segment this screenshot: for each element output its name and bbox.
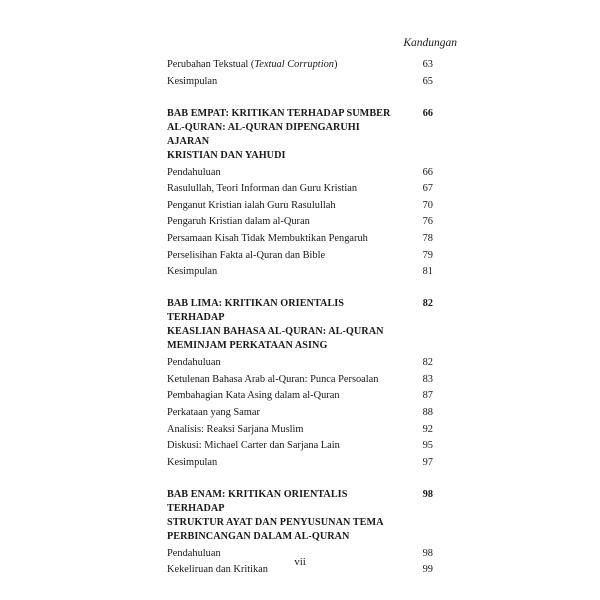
- toc-entry: [167, 406, 433, 420]
- toc-entry-title: [167, 233, 368, 244]
- running-header: Kandungan: [403, 37, 457, 49]
- chapter-title-line: BAB EMPAT: KRITIKAN TERHADAP SUMBER: [167, 107, 391, 119]
- toc-entry: [167, 456, 433, 470]
- toc-entry-title: [167, 440, 340, 451]
- chapter-title-line: BAB ENAM: KRITIKAN ORIENTALIS TERHADAP: [167, 488, 348, 514]
- toc-page-number: 98: [422, 488, 433, 500]
- toc-page-number: 82: [422, 357, 433, 369]
- toc-page-number: 63: [422, 59, 433, 70]
- toc-entry-title: [167, 390, 340, 401]
- toc-entry: [167, 439, 433, 453]
- toc-page-number: 66: [422, 166, 433, 178]
- chapter-title-line: MEMINJAM PERKATAAN ASING: [167, 340, 328, 352]
- entry-text: Pendahuluan: [167, 357, 221, 369]
- entry-text: Diskusi: Michael Carter dan Sarjana Lain: [167, 440, 340, 452]
- entry-text: Kesimpulan: [167, 266, 218, 278]
- page-number: vii: [294, 556, 306, 568]
- toc-chapter-heading: [167, 297, 433, 353]
- entry-text: Ketulenan Bahasa Arab al-Quran: Punca Persoalan: [167, 373, 379, 385]
- toc-entry: [167, 166, 433, 180]
- toc-page-number: 82: [422, 298, 433, 310]
- entry-text: Pengaruh Kristian dalam al-Quran: [167, 216, 310, 228]
- entry-text: Persamaan Kisah Tidak Membuktikan Pengaruh: [167, 232, 368, 244]
- toc-page-number: 70: [422, 199, 433, 211]
- toc-page-number: 99: [422, 564, 433, 576]
- toc-entry-title: [167, 76, 217, 87]
- toc-entry-title: [167, 424, 304, 435]
- chapter-title-line: AL-QURAN: AL-QURAN DIPENGARUHI AJARAN: [167, 121, 360, 147]
- toc-chapter-heading: [167, 488, 433, 544]
- toc-page-number: 76: [422, 216, 433, 228]
- italic-term: Textual Corruption: [254, 59, 334, 70]
- toc-page-number: 78: [422, 232, 433, 244]
- toc-entry: [167, 249, 433, 263]
- chapter-title: [167, 297, 399, 353]
- toc-entry: [167, 265, 433, 279]
- toc-entry: [167, 423, 433, 437]
- toc-page-number: 79: [422, 249, 433, 261]
- toc-page-number: 81: [422, 266, 433, 278]
- toc-page-number: 92: [422, 423, 433, 435]
- toc-entry: [167, 215, 433, 229]
- entry-text: Perkataan yang Samar: [167, 406, 260, 418]
- entry-text: Perubahan Tekstual (: [167, 59, 255, 70]
- toc-page-number: 65: [422, 75, 433, 87]
- entry-text: Analisis: Reaksi Sarjana Muslim: [167, 423, 304, 435]
- toc-page-number: 66: [422, 107, 433, 119]
- toc-entry: [167, 182, 433, 196]
- entry-text: Kesimpulan: [167, 456, 218, 468]
- toc-entry-title: [167, 457, 217, 468]
- entry-text: Penganut Kristian ialah Guru Rasulullah: [167, 199, 336, 211]
- chapter-title-line: STRUKTUR AYAT DAN PENYUSUNAN TEMA: [167, 516, 384, 528]
- toc-page-number: 98: [422, 547, 433, 559]
- entry-text: Perselisihan Fakta al-Quran dan Bible: [167, 249, 326, 261]
- entry-text: Pendahuluan: [167, 166, 221, 178]
- toc-page-number: 83: [422, 373, 433, 385]
- table-of-contents: [167, 58, 433, 580]
- entry-text: Pendahuluan: [167, 547, 221, 559]
- toc-chapter-heading: [167, 107, 433, 163]
- entry-text: Kekeliruan dan Kritikan: [167, 564, 268, 576]
- toc-entry-title: [167, 374, 379, 385]
- chapter-title: [167, 488, 399, 544]
- toc-entry-title: [167, 59, 337, 70]
- toc-entry-title: [167, 167, 221, 178]
- chapter-title-line: KEASLIAN BAHASA AL-QURAN: AL-QURAN: [167, 326, 384, 338]
- entry-text: Pembahagian Kata Asing dalam al-Quran: [167, 390, 340, 402]
- entry-text: ): [333, 59, 338, 70]
- toc-entry: [167, 373, 433, 387]
- toc-entry-title: [167, 266, 217, 277]
- chapter-title-line: PERBINCANGAN DALAM AL-QURAN: [167, 530, 350, 542]
- toc-entry: [167, 232, 433, 246]
- toc-entry: [167, 389, 433, 403]
- toc-page-number: 97: [422, 456, 433, 468]
- toc-entry: [167, 356, 433, 370]
- toc-page-number: 95: [422, 440, 433, 452]
- toc-page-number: 87: [422, 390, 433, 402]
- toc-page-number: 88: [422, 406, 433, 418]
- toc-entry: [167, 199, 433, 213]
- chapter-title-line: BAB LIMA: KRITIKAN ORIENTALIS TERHADAP: [167, 298, 345, 324]
- entry-text: Kesimpulan: [167, 75, 218, 87]
- chapter-title: [167, 107, 399, 163]
- toc-entry: [167, 58, 433, 72]
- toc-entry-title: [167, 250, 325, 261]
- chapter-title-line: KRISTIAN DAN YAHUDI: [167, 149, 286, 161]
- toc-entry-title: [167, 200, 336, 211]
- toc-entry-title: [167, 407, 260, 418]
- toc-entry-title: [167, 216, 310, 227]
- toc-entry: [167, 75, 433, 89]
- toc-entry-title: [167, 183, 357, 194]
- toc-entry-title: [167, 357, 221, 368]
- toc-page-number: 67: [422, 183, 433, 195]
- entry-text: Rasulullah, Teori Informan dan Guru Kristian: [167, 183, 358, 195]
